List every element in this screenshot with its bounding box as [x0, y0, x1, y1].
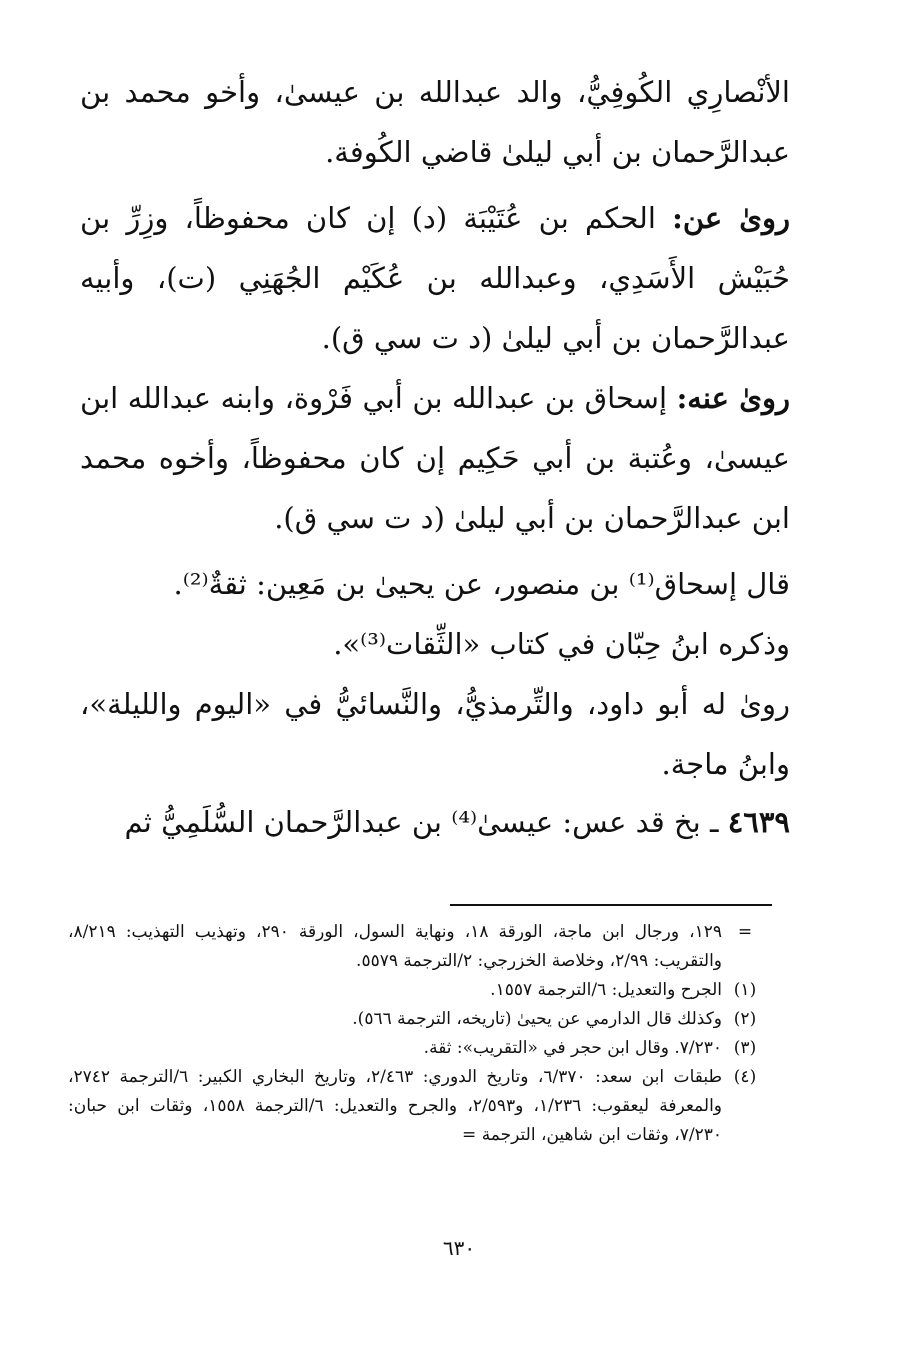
- footnote-mark: (٤): [733, 1067, 757, 1087]
- paragraph-narrated-from: [80, 188, 790, 368]
- footnote-1: [68, 976, 768, 1005]
- footnote-continuation: [68, 918, 768, 976]
- footnote-text: ٧/٢٣٠. وقال ابن حجر في «التقريب»: ثقة.: [423, 1038, 722, 1058]
- footnote-4: [68, 1063, 768, 1150]
- footnote-2: [68, 1005, 768, 1034]
- footnote-text: وكذلك قال الدارمي عن يحيىٰ (تاريخه، الترجمة ٥٦٦).: [352, 1009, 722, 1029]
- paragraph-narrators: روىٰ له أبو داود، والتِّرمذيُّ، والنَّسائيُّ في «اليوم والليلة»، وابنُ ماجة.: [80, 687, 790, 781]
- footnote-mark: (١): [733, 980, 757, 1000]
- footnote-divider: [450, 904, 772, 906]
- paragraph-ishaq-quote: قال إسحاق⁽¹⁾ بن منصور، عن يحيىٰ بن مَعِين: ثقةٌ⁽²⁾.: [173, 567, 790, 601]
- main-text: [80, 62, 790, 794]
- paragraph-intro: الأنْصارِي الكُوفِيُّ، والد عبدالله بن عيسىٰ، وأخو محمد بن عبدالرَّحمان بن أبي ليلىٰ قاضي الكُوفة.: [80, 75, 790, 169]
- paragraph-ibn-hibban: وذكره ابنُ حِبّان في كتاب «الثِّقات⁽³⁾».: [333, 627, 790, 661]
- entry-text: ـ بخ قد عس: عيسىٰ⁽⁴⁾ بن عبدالرَّحمان السُّلَمِيُّ ثم: [124, 805, 728, 839]
- footnote-mark: (٢): [733, 1009, 757, 1029]
- paragraph-narrated-by: [80, 368, 790, 548]
- footnote-text: الجرح والتعديل: ٦/الترجمة ١٥٥٧.: [490, 980, 722, 1000]
- footnote-text: طبقات ابن سعد: ٦/٣٧٠، وتاريخ الدوري: ٢/٤٦٣، وتاريخ البخاري الكبير: ٦/الترجمة ٢٧٤٢، والمعرفة ليعقوب: ١/٢٣٦، و٢/٥٩٣، والجرح والتعديل: ٦/الترجمة ١٥٥٨، وثقات ابن حبان: ٧/٢٣٠، وثقات ابن شاهين، الترجمة =: [68, 1067, 723, 1145]
- entry-heading: [70, 792, 790, 852]
- footnote-mark: (٣): [733, 1038, 757, 1058]
- page-number: ٦٣٠: [442, 1236, 476, 1260]
- text-narrated-from: الحكم بن عُتَيْبَة (د) إن كان محفوظاً، وزِرِّ بن حُبَيْش الأَسَدِي، وعبدالله بن عُكَيْم الجُهَنِي (ت)، وأبيه عبدالرَّحمان بن أبي ليلىٰ (د ت سي ق).: [80, 201, 790, 355]
- footnote-text: ١٢٩، ورجال ابن ماجة، الورقة ١٨، ونهاية السول، الورقة ٢٩٠، وتهذيب التهذيب: ٨/٢١٩، والتقريب: ٢/٩٩، وخلاصة الخزرجي: ٢/الترجمة ٥٥٧٩.: [68, 922, 722, 971]
- label-narrated-by: روىٰ عنه:: [676, 381, 790, 415]
- footnote-3: [68, 1034, 768, 1063]
- footnote-mark: =: [737, 922, 753, 942]
- label-narrated-from: روىٰ عن:: [672, 201, 790, 235]
- text-narrated-by: إسحاق بن عبدالله بن أبي فَرْوة، وابنه عبدالله ابن عيسىٰ، وعُتبة بن أبي حَكِيم إن كان محفوظاً، وأخوه محمد ابن عبدالرَّحمان بن أبي ليلىٰ (د ت سي ق).: [80, 381, 790, 535]
- entry-number: ٤٦٣٩: [727, 805, 790, 839]
- footnotes: [68, 918, 768, 1150]
